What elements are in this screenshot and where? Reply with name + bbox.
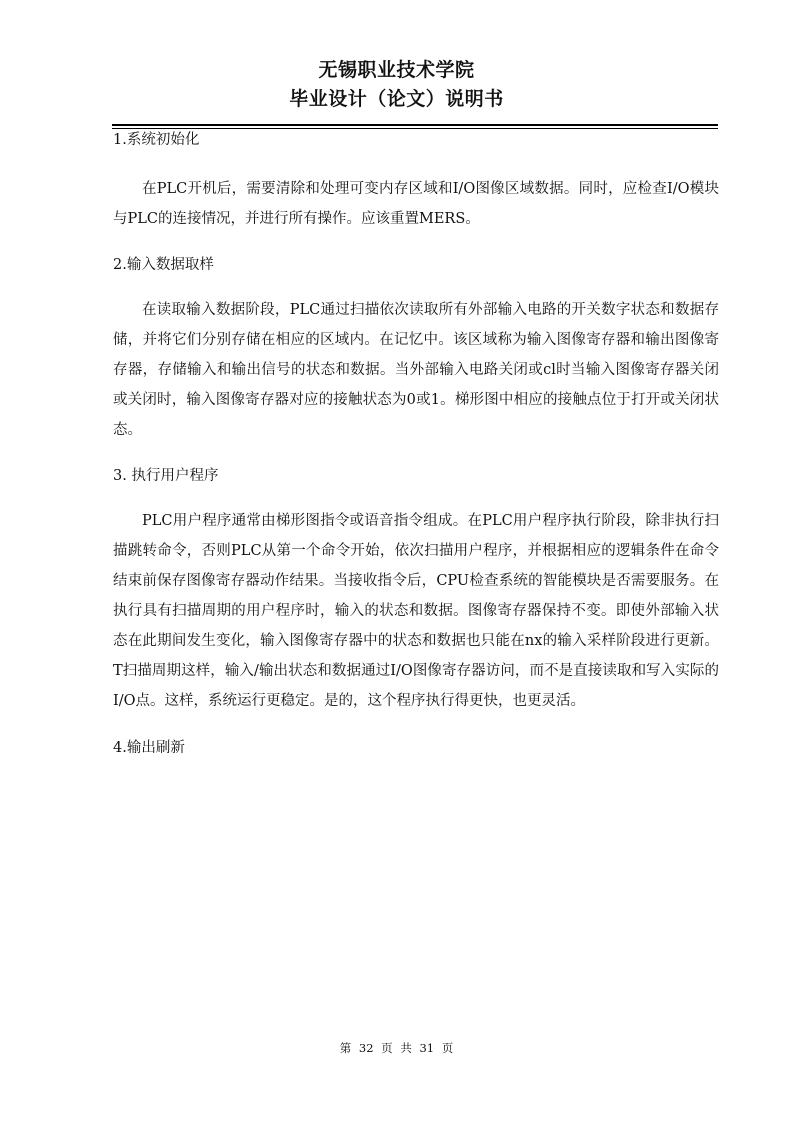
document-body xyxy=(113,128,719,759)
header-rule-thick xyxy=(112,124,718,126)
page-header xyxy=(0,56,793,114)
page-number-footer: 第 32 页 共 31 页 xyxy=(339,1041,454,1055)
document-title: 毕业设计（论文）说明书 xyxy=(289,88,504,110)
section-heading-4: 4.输出刷新 xyxy=(113,740,185,756)
section-paragraph-3: PLC用户程序通常由梯形图指令或语音指令组成。在PLC用户程序执行阶段，除非执行扫描跳转命令，否则PLC从第一个命令开始，依次扫描用户程序，并根据相应的逻辑条件在命令结束前保存图像寄存器动作结果。当接收指令后，CPU检查系统的智能模块是否需要服务。在执行具有扫描周期的用户程序时，输入的状态和数据。图像寄存器保持不变。即使外部输入状态在此期间发生变化，输入图像寄存器中的状态和数据也只能在nx的输入采样阶段进行更新。T扫描周期这样，输入/输出状态和数据通过I/O图像寄存器访问，而不是直接读取和写入实际的I/O点。这样，系统运行更稳定。是的，这个程序执行得更快，也更灵活。 xyxy=(113,513,719,709)
section-heading-1: 1.系统初始化 xyxy=(113,132,200,148)
section-paragraph-2: 在读取输入数据阶段，PLC通过扫描依次读取所有外部输入电路的开关数字状态和数据存储，并将它们分别存储在相应的区域内。在记忆中。该区域称为输入图像寄存器和输出图像寄存器，存储输入和输出信号的状态和数据。当外部输入电路关闭或cl时当输入图像寄存器关闭或关闭时，输入图像寄存器对应的接触状态为0或1。梯形图中相应的接触点位于打开或关闭状态。 xyxy=(113,302,719,438)
section-paragraph-1: 在PLC开机后，需要清除和处理可变内存区域和I/O图像区域数据。同时，应检查I/O模块与PLC的连接情况，并进行所有操作。应该重置MERS。 xyxy=(113,181,719,227)
section-heading-2: 2.输入数据取样 xyxy=(113,257,214,273)
school-name: 无锡职业技术学院 xyxy=(318,59,475,81)
section-heading-3: 3. 执行用户程序 xyxy=(113,468,219,484)
